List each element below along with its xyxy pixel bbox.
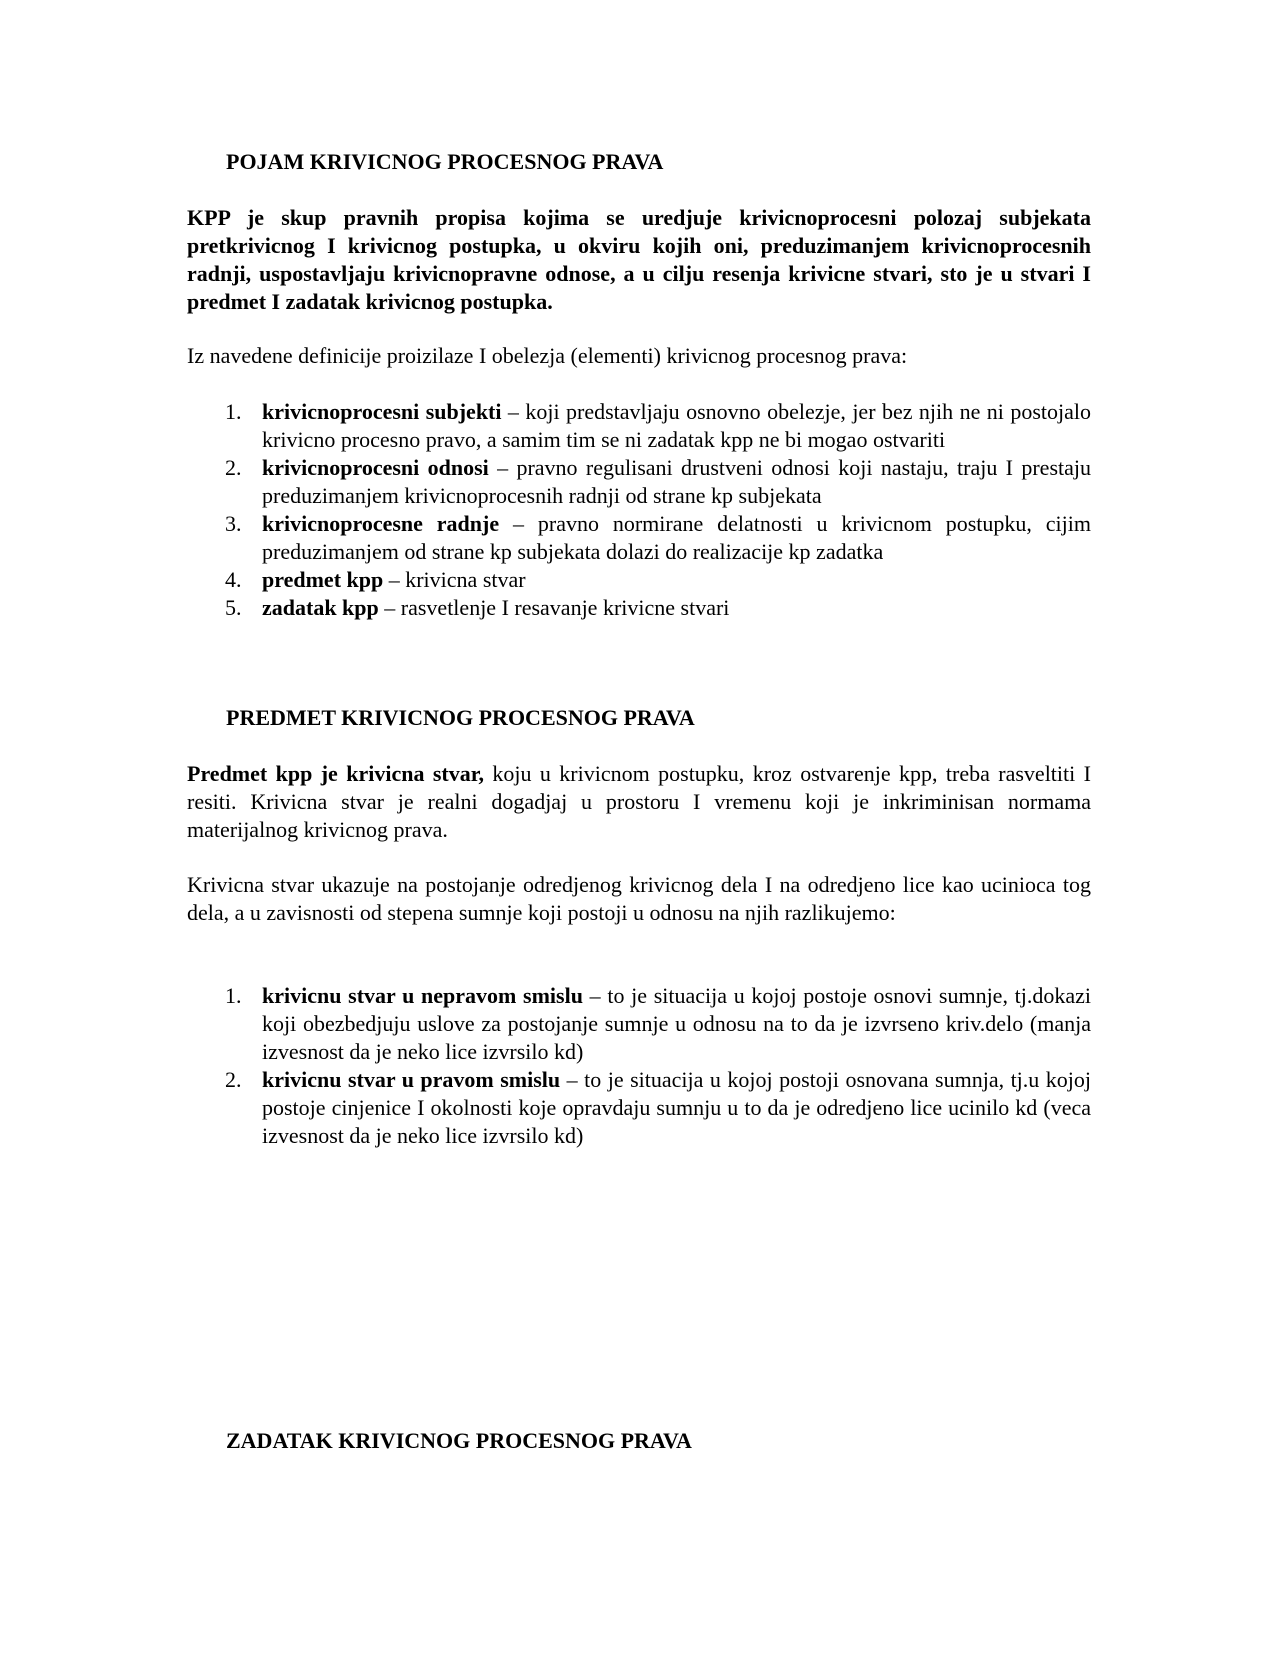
- list-item: 5. zadatak kpp – rasvetlenje I resavanje krivicne stvari: [225, 595, 730, 620]
- section1-elements-list: [187, 398, 1091, 622]
- section1-definition: KPP je skup pravnih propisa kojima se uredjuje krivicnoprocesni polozaj subjekata pretkrivicnog I krivicnog postupka, u okviru kojih oni, preduzimanjem krivicnoprocesnih radnji, uspostavljaju krivicnopravne odnose, a u cilju resenja krivicne stvari, sto je u stvari I predmet I zadatak krivicnog postupka.: [187, 205, 1091, 314]
- list-item: 1. krivicnu stvar u nepravom smislu – to je situacija u kojoj postoje osnovi sumnje, tj.dokazi koji obezbedjuju uslove za postojanje sumnje u odnosu na to da je izvrseno kriv.delo (manja izvesnost da je neko lice izvrsilo kd): [225, 983, 1091, 1064]
- list-item: 2. krivicnoprocesni odnosi – pravno regulisani drustveni odnosi koji nastaju, traju I prestaju preduzimanjem krivicnoprocesnih radnji od strane kp subjekata: [225, 455, 1091, 508]
- list-item: 3. krivicnoprocesne radnje – pravno normirane delatnosti u krivicnom postupku, cijim preduzimanjem od strane kp subjekata dolazi do realizacije kp zadatka: [225, 511, 1091, 564]
- section1-heading: POJAM KRIVICNOG PROCESNOG PRAVA: [226, 149, 664, 174]
- section3-heading: ZADATAK KRIVICNOG PROCESNOG PRAVA: [226, 1428, 692, 1453]
- list-item: 4. predmet kpp – krivicna stvar: [225, 567, 526, 592]
- section2-para2: Krivicna stvar ukazuje na postojanje odredjenog krivicnog dela I na odredjeno lice kao ucinioca tog dela, a u zavisnosti od stepena sumnje koji postoji u odnosu na njih razlikujemo:: [187, 872, 1091, 925]
- section1-intro: Iz navedene definicije proizilaze I obelezja (elementi) krivicnog procesnog prava:: [187, 343, 908, 368]
- section2-types-list: [187, 982, 1091, 1150]
- list-item: 1. krivicnoprocesni subjekti – koji predstavljaju osnovno obelezje, jer bez njih ne ni postojalo krivicno procesno pravo, a samim tim se ni zadatak kpp ne bi mogao ostvariti: [225, 399, 1091, 452]
- section2-heading: PREDMET KRIVICNOG PROCESNOG PRAVA: [226, 705, 695, 730]
- section2-para1: Predmet kpp je krivicna stvar, koju u krivicnom postupku, kroz ostvarenje kpp, treba rasveltiti I resiti. Krivicna stvar je realni dogadjaj u prostoru I vremenu koji je inkriminisan normama materijalnog krivicnog prava.: [187, 761, 1091, 842]
- list-item: 2. krivicnu stvar u pravom smislu – to je situacija u kojoj postoji osnovana sumnja, tj.u kojoj postoje cinjenice I okolnosti koje opravdaju sumnju u to da je odredjeno lice ucinilo kd (veca izvesnost da je neko lice izvrsilo kd): [225, 1067, 1091, 1148]
